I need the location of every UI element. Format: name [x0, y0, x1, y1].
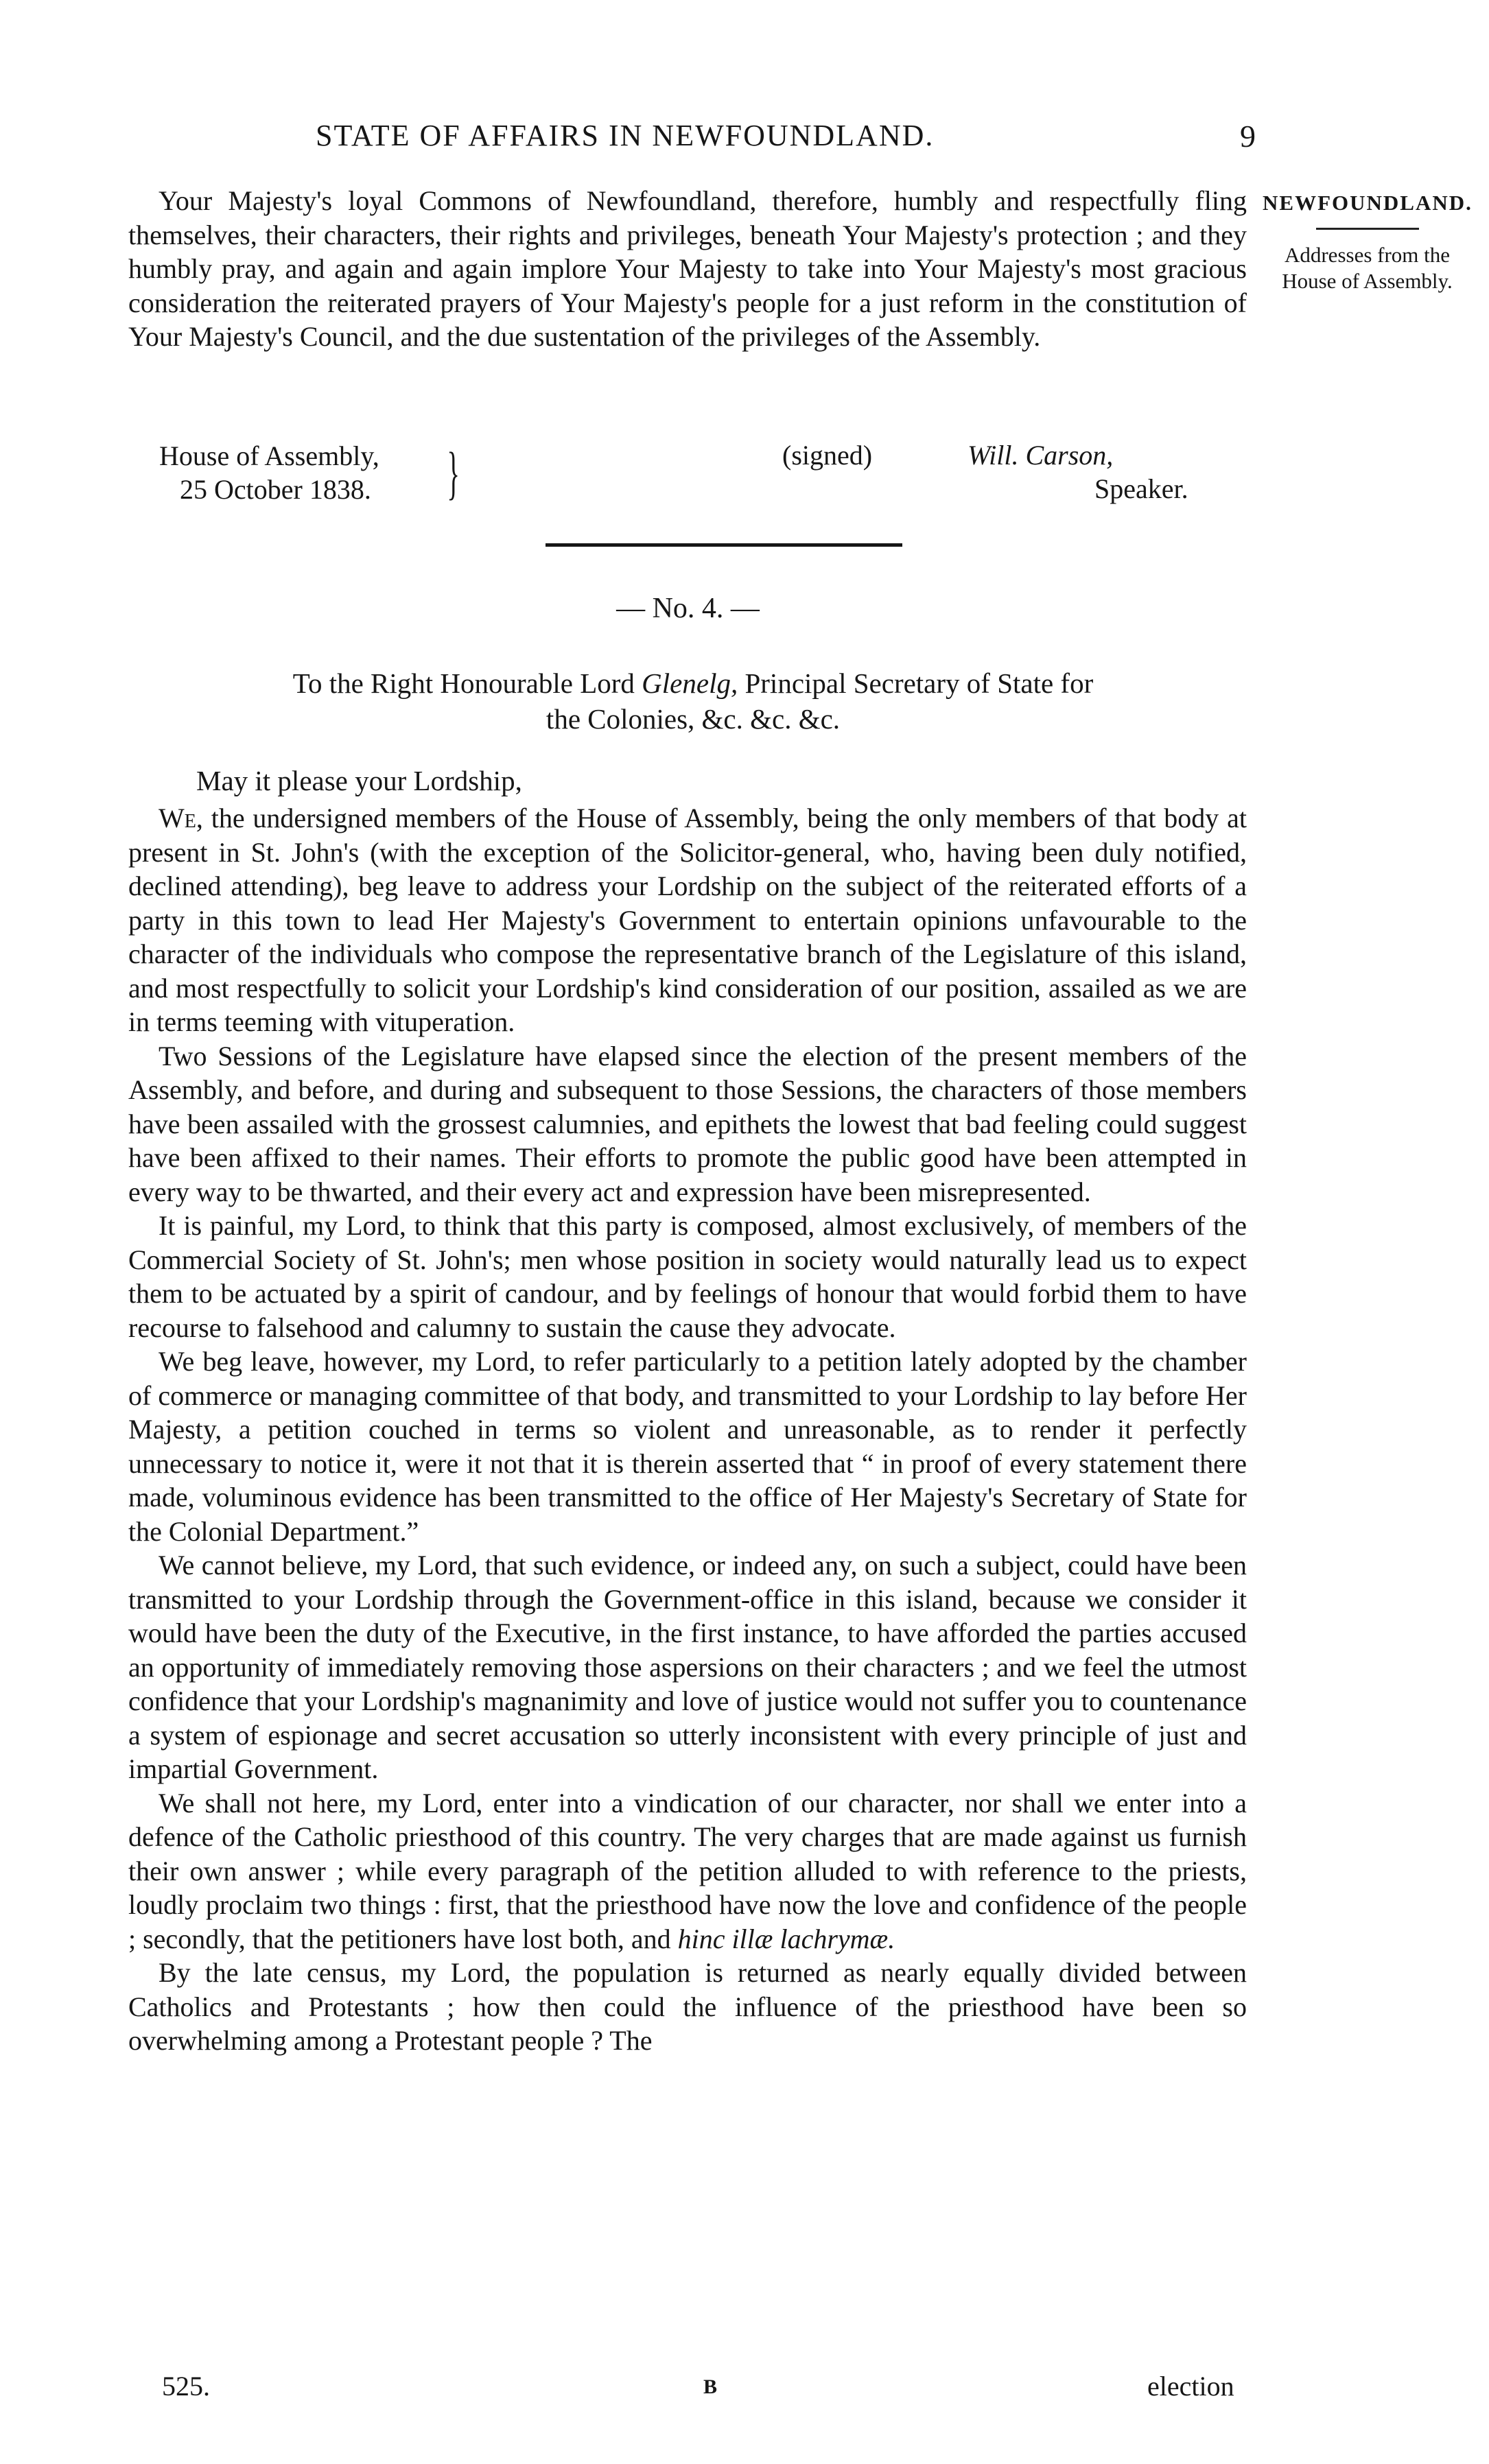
brace-glyph: } — [447, 440, 460, 506]
paragraph: We beg leave, however, my Lord, to refer particularly to a petition lately adopted by the chamber of commerce or managing committee of that body, and transmitted to your Lordship to lay before Her Majesty, a petition couched in terms so violent and unreasonable, as to render it perfectly unnecessary to notice it, were it not that it is therein asserted that “ in proof of every statement there made, voluminous evidence has been transmitted to the office of Her Majesty's Secretary of State for the Colonial Department.” — [128, 1346, 1247, 1547]
margin-section-title: NEWFOUNDLAND. — [1263, 191, 1473, 215]
signature-date: 25 October 1838. — [180, 474, 371, 505]
latin-phrase: hinc illæ lachrymæ. — [677, 1923, 895, 1954]
margin-note — [1263, 191, 1472, 294]
margin-note-line-2: House of Assembly. — [1282, 269, 1453, 293]
paragraph: We cannot believe, my Lord, that such evidence, or indeed any, on such a subject, could have been transmitted to your Lordship through the Government-office in this island, because we consider it would have been the duty of the Executive, in the first instance, to have afforded the parties accused an opportunity of immediately removing those aspersions on their characters ; and we feel the utmost confidence that your Lordship's magnanimity and love of justice would not suffer you to countenance a system of espionage and secret accusation so utterly inconsistent with every principle of just and impartial Government. — [128, 1550, 1247, 1784]
paragraph — [128, 1786, 1247, 1956]
paragraph-lead: We, — [159, 803, 203, 833]
address-line-2: the Colonies, &c. &c. &c. — [546, 703, 841, 735]
sheet-signature: B — [703, 2376, 718, 2398]
running-title: STATE OF AFFAIRS IN NEWFOUNDLAND. — [316, 119, 935, 152]
paragraph-text: the undersigned members of the House of Assembly, being the only members of that body at present in St. John's (with the exception of the Solicitor-general, who, having been duly notified, declined attending), beg leave to address your Lordship on the subject of the reiterated efforts of a party in this town to lead Her Majesty's Government to entertain opinions unfavourable to the character of the individuals who compose the representative branch of the Legislature of this island, and most respectfully to solicit your Lordship's kind consideration of our position, assailed as we are in terms teeming with vituperation. — [128, 803, 1247, 1037]
page-footer — [0, 2370, 1489, 2411]
signature-place-date — [159, 439, 379, 506]
paragraph: It is painful, my Lord, to think that this party is composed, almost exclusively, of members of the Commercial Society of St. John's; men whose position in society would naturally lead us to expect them to be actuated by a spirit of candour, and by feelings of honour that would forbid them to have recourse to falsehood and calumny to sustain the cause they advocate. — [128, 1210, 1247, 1343]
catchword: election — [1147, 2371, 1234, 2402]
closing-paragraph — [128, 184, 1247, 354]
signature-place: House of Assembly, — [159, 440, 379, 471]
margin-rule — [1316, 228, 1419, 230]
section-divider — [546, 543, 902, 547]
signature-block — [0, 439, 1256, 514]
printer-number: 525. — [162, 2371, 210, 2402]
paragraph: By the late census, my Lord, the population is returned as nearly equally divided between Catholics and Protestants ; how then could the influence of the priesthood have been so overwhelming among a Protestant people ? The — [128, 1957, 1247, 2056]
letter-body — [128, 801, 1247, 2058]
paragraph-text: We shall not here, my Lord, enter into a vindication of our character, nor shall we enter into a defence of the Catholic priesthood of this country. The very charges that are made against us furnish their own answer ; while every paragraph of the petition alluded to with reference to the priests, loudly proclaim two things : first, that the priesthood have now the love and confidence of the people ; secondly, that the petitioners have lost both, and — [128, 1787, 1247, 1954]
salutation: May it please your Lordship, — [196, 765, 522, 796]
address-suffix: Principal Secretary of State for — [744, 667, 1094, 699]
signatory-title: Speaker. — [1094, 473, 1188, 504]
signed-label: (signed) — [782, 440, 873, 471]
margin-note-line-1: Addresses from the — [1284, 243, 1451, 267]
page-number: 9 — [1240, 119, 1256, 154]
address-prefix: To the Right Honourable Lord — [292, 667, 635, 699]
paragraph — [128, 801, 1247, 1039]
address-name: Glenelg, — [642, 667, 738, 699]
document-number: — No. 4. — — [616, 593, 760, 624]
paragraph: Two Sessions of the Legislature have elapsed since the election of the present members of the Assembly, and before, and during and subsequent to those Sessions, the characters of those members have been assailed with the grossest calumnies, and epithets the lowest that bad feeling could suggest have been affixed to their names. Their efforts to promote the public good have been attempted in every way to be thwarted, and their every act and expression have been misrepresented. — [128, 1040, 1247, 1207]
signatory-name: Will. Carson, — [968, 440, 1114, 471]
running-head — [130, 118, 1256, 159]
letter-address — [130, 665, 1256, 737]
paragraph: Your Majesty's loyal Commons of Newfoundland, therefore, humbly and respectfully fling themselves, their characters, their rights and privileges, beneath Your Majesty's protection ; and they humbly pray, and again and again implore Your Majesty to take into Your Majesty's most gracious consideration the reiterated prayers of Your Majesty's people for a just reform in the constitution of Your Majesty's Council, and the due sustentation of the privileges of the Assembly. — [128, 185, 1247, 352]
